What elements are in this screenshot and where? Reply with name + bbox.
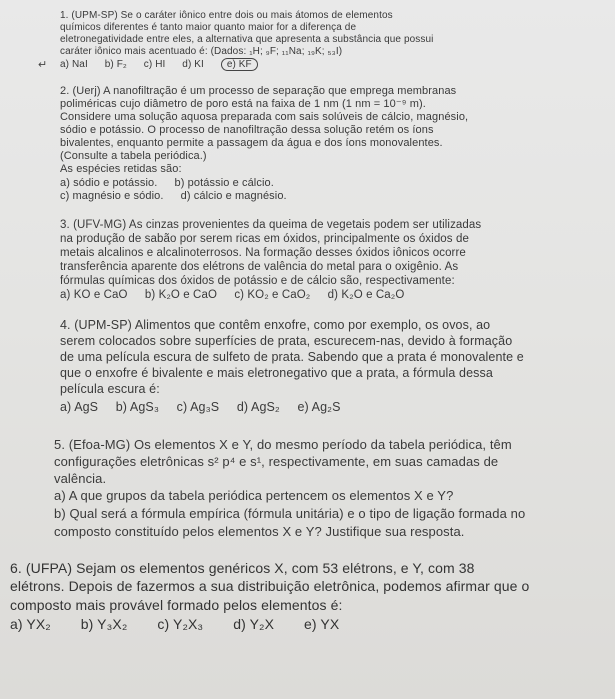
q3-option-a: a) KO e CaO [60,289,128,301]
q1-line-3: eletronegatividade entre eles, a alternativa que apresenta a substância que possui [60,34,434,45]
q1-line-1: 1. (UPM-SP) Se o caráter iônico entre dois ou mais átomos de elementos [60,10,393,21]
q4-option-b: b) AgS₃ [115,400,160,414]
q5-line-1: 5. (Efoa-MG) Os elementos X e Y, do mesmo período da tabela periódica, têm [54,437,512,452]
q1-option-a: a) NaI [60,59,88,70]
q4-options [60,400,355,415]
q1-option-b: b) F₂ [104,59,127,70]
q2-options-row-1 [60,177,288,190]
q4-line-3: de uma película escura de sulfeto de prata. Sabendo que a prata é monovalente e [60,350,524,364]
q2-line-2: poliméricas cujo diâmetro de poro está na faixa de 1 nm (1 nm = 10⁻⁹ m). [60,98,426,110]
q5-line-5: b) Qual será a fórmula empírica (fórmula unitária) e o tipo de ligação formada no [54,506,526,521]
q2-line-1: 2. (Uerj) A nanofiltração é um processo de separação que emprega membranas [60,85,457,97]
q1-line-4: caráter iônico mais acentuado é: (Dados: ₁H; ₉F; ₁₁Na; ₁₉K; ₅₃I) [60,46,343,57]
q2-line-4: sódio e potássio. O processo de nanofiltração dessa solução retém os íons [60,124,434,136]
q3-line-1: 3. (UFV-MG) As cinzas provenientes da queima de vegetais podem ser utilizadas [60,219,482,231]
q2-option-d: d) cálcio e magnésio. [180,190,287,202]
pen-mark-icon: ↵ [38,59,48,71]
q5-line-2: configurações eletrônicas s² p⁴ e s¹, respectivamente, em suas camadas de [54,454,499,469]
q2-options-row-2 [60,190,301,203]
q5-line-3: valência. [54,471,107,486]
q6-option-b: b) Y₃X₂ [80,616,128,632]
q4-line-1: 4. (UPM-SP) Alimentos que contêm enxofre, como por exemplo, os ovos, ao [60,318,491,332]
q1-option-d: d) KI [182,59,204,70]
q3-line-3: metais alcalinos e alcalinoterrosos. Na formação desses óxidos iônicos ocorre [60,247,466,259]
q2-line-5: bivalentes, enquanto permite a passagem da água e dos íons monovalentes. [60,137,443,149]
q5-line-4: a) A que grupos da tabela periódica pertencem os elementos X e Y? [54,488,454,503]
q3-option-c: c) KO₂ e CaO₂ [234,289,311,301]
q4-line-4: que o enxofre é bivalente e mais eletronegativo que a prata, a fórmula dessa [60,366,493,380]
q1-line-2: químicos diferentes é tanto maior quanto maior for a diferença de [60,22,357,33]
q6-option-c: c) Y₂X₃ [157,616,204,632]
q3-option-d: d) K₂O e Ca₂O [327,289,405,301]
q3-option-b: b) K₂O e CaO [144,289,218,301]
q6-option-e: e) YX [304,616,340,632]
q3-line-4: transferência aparente dos elétrons de valência do metal para o oxigênio. As [60,261,459,273]
q3-options [60,288,418,302]
q6-option-a: a) YX₂ [10,616,51,632]
q4-option-c: c) Ag₃S [176,400,220,414]
q1-options [60,59,272,71]
q2-option-a: a) sódio e potássio. [60,177,158,189]
q1-option-c: c) HI [143,59,166,70]
q6-options [10,616,353,633]
q3-line-2: na produção de sabão por serem ricas em óxidos, principalmente os óxidos de [60,233,469,245]
q4-line-5: película escura é: [60,382,160,396]
q2-line-6: (Consulte a tabela periódica.) [60,150,207,162]
q2-line-3: Considere uma solução aquosa preparada com sais solúveis de cálcio, magnésio, [60,111,469,123]
q5-line-6: composto constituído pelos elementos X e Y? Justifique sua resposta. [54,524,465,539]
q4-option-e: e) Ag₂S [297,400,341,414]
q3-line-5: fórmulas químicas dos óxidos de potássio e de cálcio são, respectivamente: [60,275,455,287]
q4-line-2: serem colocados sobre superfícies de prata, escurecem-nas, devido à formação [60,334,513,348]
q2-line-7: As espécies retidas são: [60,163,182,175]
q2-option-c: c) magnésio e sódio. [60,190,164,202]
q1-option-e-circled: e) KF [221,58,258,71]
q4-option-a: a) AgS [60,400,99,414]
q6-line-1: 6. (UFPA) Sejam os elementos genéricos X, com 53 elétrons, e Y, com 38 [10,560,475,576]
q4-option-d: d) AgS₂ [236,400,280,414]
q6-option-d: d) Y₂X [233,616,275,632]
q6-line-2: elétrons. Depois de fazermos a sua distribuição eletrônica, podemos afirmar que o [10,578,530,594]
q6-line-3: composto mais provável formado pelos elementos é: [10,597,343,613]
q2-option-b: b) potássio e cálcio. [174,177,274,189]
